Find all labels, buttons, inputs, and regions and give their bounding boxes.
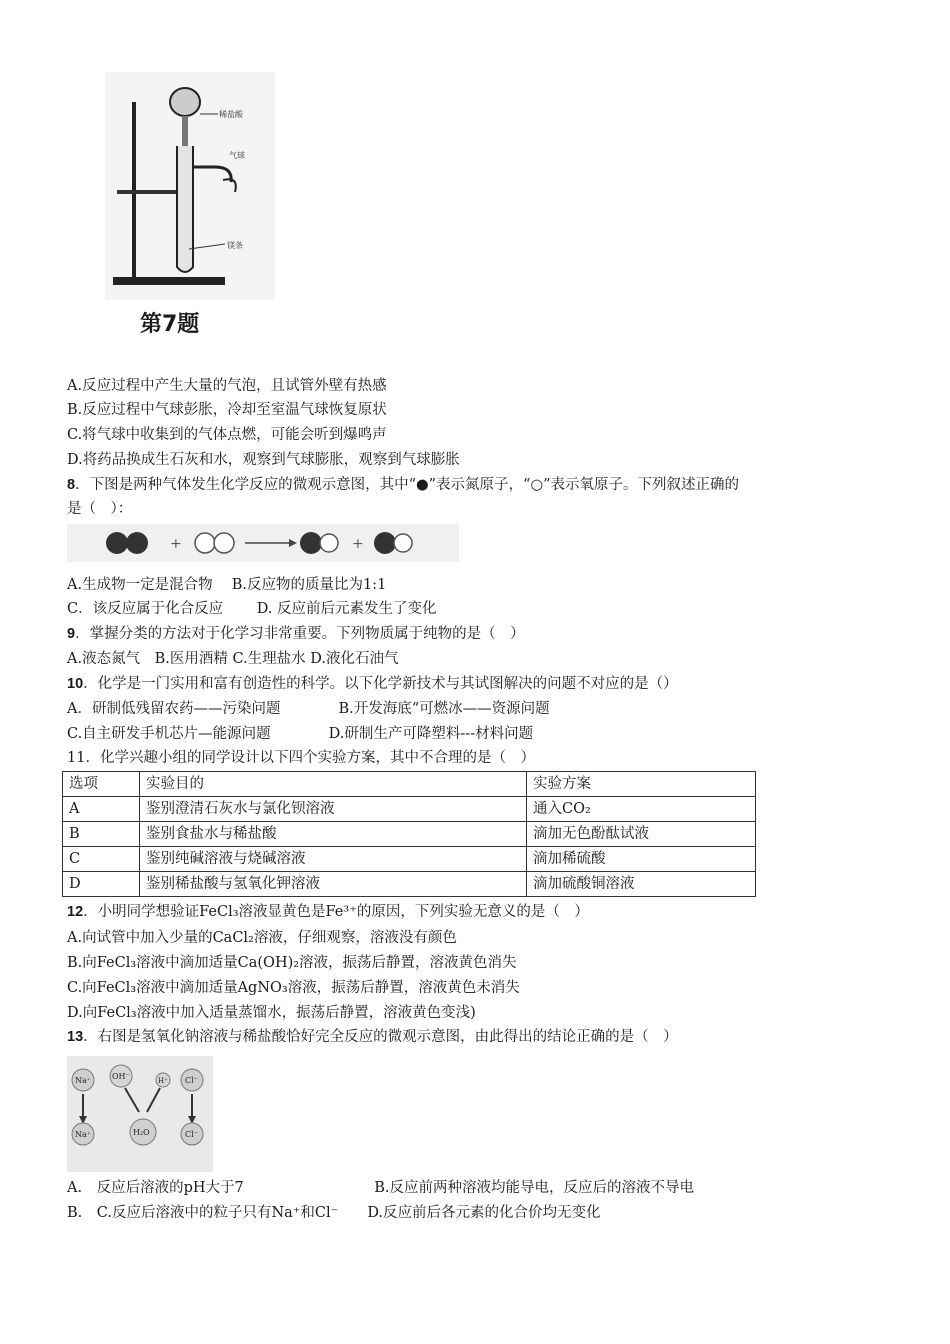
q9-stem-text: ．掌握分类的方法对于化学习非常重要。下列物质属于纯物的是（ ）	[75, 626, 525, 642]
ion-label-h: H⁺	[158, 1077, 168, 1085]
label-magnesium: 镁条	[227, 241, 243, 250]
reaction-diagram	[67, 524, 459, 562]
q8-stem-text: ．下图是两种气体发生化学反应的微观示意图，其中“●”表示氮原子，“○”表示氧原子。下列叙述正确的	[75, 477, 740, 493]
q11-stem: 11．化学兴趣小组的同学设计以下四个实验方案，其中不合理的是（ ）	[67, 750, 535, 766]
ion-label-na: Na⁺	[75, 1076, 91, 1085]
q13-number: 13	[67, 1029, 84, 1045]
q12-stem-text: ．小明同学想验证FeCl₃溶液显黄色是Fe³⁺的原因，下列实验无意义的是（ ）	[83, 904, 589, 920]
row-option: D	[63, 872, 140, 897]
svg-text:+: +	[170, 536, 182, 552]
label-acid: 稀盐酸	[219, 110, 243, 119]
row-plan: 滴加稀硫酸	[527, 847, 756, 872]
svg-text:+: +	[352, 536, 364, 552]
q7-option-b: B.反应过程中气球彭胀，冷却至室温气球恢复原状	[67, 402, 387, 418]
q9-stem	[67, 624, 525, 644]
row-purpose: 鉴别澄清石灰水与氯化钡溶液	[140, 797, 527, 822]
q13-options-line2: B. C.反应后溶液中的粒子只有Na⁺和Cl⁻ D.反应前后各元素的化合价均无变化	[67, 1205, 601, 1221]
q7-option-a: A.反应过程中产生大量的气泡，且试管外壁有热感	[67, 378, 387, 394]
q13-stem-text: ．右图是氢氧化钠溶液与稀盐酸恰好完全反应的微观示意图，由此得出的结论正确的是（ ）	[83, 1029, 678, 1045]
apparatus-figure	[105, 72, 275, 300]
row-purpose: 鉴别纯碱溶液与烧碱溶液	[140, 847, 527, 872]
q10-stem	[67, 674, 678, 694]
row-option: B	[63, 822, 140, 847]
q8-stem-cont: 是（ ）：	[67, 501, 133, 517]
q8-stem	[67, 475, 739, 495]
stand-base	[113, 277, 225, 285]
q13-stem	[67, 1027, 678, 1047]
table-header-row	[63, 772, 756, 797]
row-plan: 滴加硫酸铜溶液	[527, 872, 756, 897]
label-balloon: 气球	[229, 151, 245, 160]
q12-option-d: D.向FeCl₃溶液中加入适量蒸馏水，振荡后静置，溶液黄色变浅)	[67, 1005, 476, 1021]
q9-options: A.液态氮气 B.医用酒精 C.生理盐水 D.液化石油气	[67, 651, 399, 667]
row-plan: 滴加无色酚酞试液	[527, 822, 756, 847]
q10-stem-text: ．化学是一门实用和富有创造性的科学。以下化学新技术与其试图解决的问题不对应的是（）	[83, 676, 678, 692]
header-plan: 实验方案	[527, 772, 756, 797]
header-purpose: 实验目的	[140, 772, 527, 797]
ion-label-na-after: Na⁺	[75, 1130, 91, 1139]
q7-option-c: C.将气球中收集到的气体点燃，可能会听到爆鸣声	[67, 427, 387, 443]
q12-option-c: C.向FeCl₃溶液中滴加适量AgNO₃溶液，振荡后静置，溶液黄色未消失	[67, 980, 520, 996]
q12-stem	[67, 902, 589, 922]
row-purpose: 鉴别食盐水与稀盐酸	[140, 822, 527, 847]
q10-options-ab: A．研制低残留农药——污染问题 B.开发海底“可燃冰——资源问题	[67, 701, 550, 717]
q13-options-line1: A. 反应后溶液的pH大于7 B.反应前两种溶液均能导电，反应后的溶液不导电	[67, 1180, 694, 1196]
table-row	[63, 872, 756, 897]
ion-label-cl-after: Cl⁻	[185, 1130, 198, 1139]
q8-options-cd: C．该反应属于化合反应 D. 反应前后元素发生了变化	[67, 601, 437, 617]
neutralization-diagram	[67, 1056, 213, 1172]
q10-options-cd: C.自主研发手机芯片—能源问题 D.研制生产可降塑料---材料问题	[67, 726, 534, 742]
q7-option-d: D.将药品换成生石灰和水，观察到气球膨胀，观察到气球膨胀	[67, 452, 460, 468]
q12-option-b: B.向FeCl₃溶液中滴加适量Ca(OH)₂溶液，振荡后静置，溶液黄色消失	[67, 955, 517, 971]
q12-option-a: A.向试管中加入少量的CaCl₂溶液，仔细观察，溶液没有颜色	[67, 930, 457, 946]
table-row	[63, 847, 756, 872]
q8-options-ab: A.生成物一定是混合物 B.反应物的质量比为1:1	[67, 577, 387, 593]
table-row	[63, 822, 756, 847]
header-option: 选项	[63, 772, 140, 797]
funnel-bulb	[170, 88, 200, 116]
table-row	[63, 797, 756, 822]
q8-number: 8	[67, 477, 76, 493]
q10-number: 10	[67, 676, 84, 692]
row-purpose: 鉴别稀盐酸与氢氧化钾溶液	[140, 872, 527, 897]
q12-number: 12	[67, 904, 84, 920]
row-option: C	[63, 847, 140, 872]
q9-number: 9	[67, 626, 76, 642]
test-tube	[177, 146, 193, 272]
molecule-label-water: H₂O	[133, 1128, 150, 1137]
experiment-table	[62, 771, 756, 897]
row-option: A	[63, 797, 140, 822]
row-plan: 通入CO₂	[527, 797, 756, 822]
figure-caption: 第7题	[140, 312, 200, 337]
ion-label-oh: OH⁻	[112, 1072, 130, 1081]
ion-label-cl: Cl⁻	[185, 1076, 198, 1085]
